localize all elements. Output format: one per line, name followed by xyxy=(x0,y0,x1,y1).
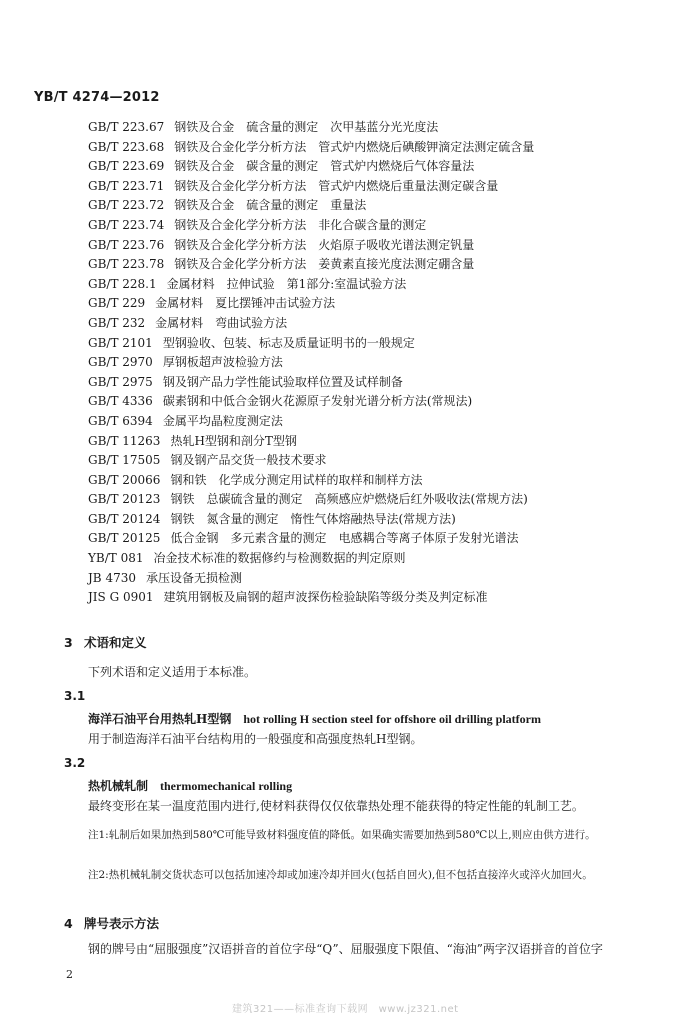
reference-title: 钢和铁 化学成分测定用试样的取样和制样方法 xyxy=(170,472,423,487)
reference-title: 承压设备无损检测 xyxy=(145,570,242,585)
term-english: hot rolling H section steel for offshore oil drilling platform xyxy=(243,712,541,726)
reference-title: 热轧H型钢和剖分T型钢 xyxy=(170,433,297,448)
reference-title: 低合金钢 多元素含量的测定 电感耦合等离子体原子发射光谱法 xyxy=(170,531,519,546)
reference-item xyxy=(88,216,534,236)
reference-item xyxy=(88,510,534,530)
reference-code: GB/T 228.1 xyxy=(88,276,157,291)
reference-title: 钢铁 氮含量的测定 惰性气体熔融热导法(常规方法) xyxy=(170,511,456,526)
reference-item xyxy=(88,334,534,354)
reference-code: GB/T 223.76 xyxy=(88,237,165,252)
section-number: 4 xyxy=(64,916,73,931)
reference-title: 金属材料 拉伸试验 第1部分:室温试验方法 xyxy=(166,276,407,291)
section-4-heading xyxy=(64,914,159,932)
section-number: 3 xyxy=(64,635,73,650)
reference-item xyxy=(88,471,534,491)
reference-code: GB/T 20123 xyxy=(88,492,161,507)
reference-title: 建筑用钢板及扁钢的超声波探伤检验缺陷等级分类及判定标准 xyxy=(163,590,488,605)
reference-item xyxy=(88,157,534,177)
term-3-1-title xyxy=(88,710,541,727)
reference-code: GB/T 232 xyxy=(88,315,146,330)
section-4-text: 钢的牌号由“屈服强度”汉语拼音的首位字母“Q”、屈服强度下限值、“海油”两字汉语拼音的首位字 xyxy=(88,942,603,956)
reference-item xyxy=(88,490,534,510)
term-3-2-definition: 最终变形在某一温度范围内进行,使材料获得仅仅依靠热处理不能获得的特定性能的轧制工艺。 xyxy=(88,799,584,813)
reference-item xyxy=(88,451,534,471)
reference-code: GB/T 229 xyxy=(88,296,146,311)
term-chinese: 热机械轧制 xyxy=(88,779,149,793)
document-code: YB/T 4274—2012 xyxy=(34,90,160,105)
reference-title: 钢铁及合金化学分析方法 非化合碳含量的测定 xyxy=(174,217,427,232)
reference-item xyxy=(88,314,534,334)
reference-item xyxy=(88,138,534,158)
reference-title: 冶金技术标准的数据修约与检测数据的判定原则 xyxy=(153,551,406,566)
reference-item xyxy=(88,353,534,373)
reference-item xyxy=(88,412,534,432)
reference-title: 钢铁及合金化学分析方法 管式炉内燃烧后重量法测定碳含量 xyxy=(174,178,499,193)
reference-code: GB/T 17505 xyxy=(88,453,161,468)
reference-code: GB/T 223.68 xyxy=(88,139,165,154)
reference-title: 钢铁及合金化学分析方法 火焰原子吸收光谱法测定钒量 xyxy=(174,237,475,252)
section-title: 牌号表示方法 xyxy=(84,916,160,931)
reference-title: 碳素钢和中低合金钢火花源原子发射光谱分析方法(常规法) xyxy=(162,394,473,409)
reference-item xyxy=(88,373,534,393)
reference-code: GB/T 2970 xyxy=(88,355,153,370)
reference-item xyxy=(88,177,534,197)
section-3-intro: 下列术语和定义适用于本标准。 xyxy=(88,665,257,679)
reference-code: GB/T 20125 xyxy=(88,531,161,546)
reference-title: 厚钢板超声波检验方法 xyxy=(162,355,283,370)
reference-item xyxy=(88,529,534,549)
reference-title: 钢铁及合金 碳含量的测定 管式炉内燃烧后气体容量法 xyxy=(174,159,475,174)
reference-title: 金属平均晶粒度测定法 xyxy=(162,413,283,428)
reference-item xyxy=(88,118,534,138)
watermark: 建筑321——标准查询下载网 www.jz321.net xyxy=(232,1004,459,1015)
reference-title: 型钢验收、包装、标志及质量证明书的一般规定 xyxy=(162,335,415,350)
section-title: 术语和定义 xyxy=(84,635,147,650)
term-3-2-title xyxy=(88,777,292,794)
reference-code: YB/T 081 xyxy=(88,551,144,566)
reference-title: 钢铁及合金化学分析方法 姜黄素直接光度法测定硼含量 xyxy=(174,257,475,272)
reference-item xyxy=(88,432,534,452)
reference-item xyxy=(88,236,534,256)
reference-item xyxy=(88,588,534,608)
reference-title: 金属材料 夏比摆锤冲击试验方法 xyxy=(155,296,336,311)
reference-code: GB/T 4336 xyxy=(88,394,153,409)
normative-references-list xyxy=(88,118,534,608)
reference-item xyxy=(88,392,534,412)
reference-code: GB/T 223.71 xyxy=(88,178,165,193)
term-english: thermomechanical rolling xyxy=(160,779,293,793)
reference-title: 钢铁 总碳硫含量的测定 高频感应炉燃烧后红外吸收法(常规方法) xyxy=(170,492,528,507)
reference-code: GB/T 20066 xyxy=(88,472,161,487)
reference-title: 钢铁及合金 硫含量的测定 次甲基蓝分光光度法 xyxy=(174,120,439,134)
reference-code: JIS G 0901 xyxy=(88,590,154,605)
section-3-heading xyxy=(64,633,147,651)
note-1: 注1:轧制后如果加热到580℃可能导致材料强度值的降低。如果确实需要加热到580℃以上,则应由供方进行。 xyxy=(88,829,596,841)
reference-title: 钢及钢产品力学性能试验取样位置及试样制备 xyxy=(162,374,403,389)
reference-code: GB/T 223.78 xyxy=(88,257,165,272)
reference-code: JB 4730 xyxy=(88,570,136,585)
reference-item xyxy=(88,294,534,314)
term-3-2-number: 3.2 xyxy=(64,756,86,770)
note-2: 注2:热机械轧制交货状态可以包括加速冷却或加速冷却并回火(包括自回火),但不包括直接淬火或淬火加回火。 xyxy=(88,869,593,881)
term-3-1-number: 3.1 xyxy=(64,689,86,703)
reference-code: GB/T 223.72 xyxy=(88,198,165,213)
term-chinese: 海洋石油平台用热轧H型钢 xyxy=(88,712,232,726)
reference-item xyxy=(88,275,534,295)
reference-code: GB/T 2101 xyxy=(88,335,153,350)
reference-code: GB/T 223.67 xyxy=(88,120,165,134)
reference-code: GB/T 223.69 xyxy=(88,159,165,174)
reference-title: 金属材料 弯曲试验方法 xyxy=(155,315,288,330)
reference-item xyxy=(88,255,534,275)
reference-title: 钢铁及合金化学分析方法 管式炉内燃烧后碘酸钾滴定法测定硫含量 xyxy=(174,139,535,154)
reference-item xyxy=(88,569,534,589)
reference-item xyxy=(88,549,534,569)
reference-code: GB/T 6394 xyxy=(88,413,153,428)
reference-item xyxy=(88,196,534,216)
page-number: 2 xyxy=(66,968,73,981)
reference-code: GB/T 223.74 xyxy=(88,217,165,232)
reference-code: GB/T 11263 xyxy=(88,433,161,448)
term-3-1-definition: 用于制造海洋石油平台结构用的一般强度和高强度热轧H型钢。 xyxy=(88,732,423,746)
reference-title: 钢及钢产品交货一般技术要求 xyxy=(170,453,327,468)
reference-code: GB/T 2975 xyxy=(88,374,153,389)
reference-title: 钢铁及合金 硫含量的测定 重量法 xyxy=(174,198,367,213)
reference-code: GB/T 20124 xyxy=(88,511,161,526)
